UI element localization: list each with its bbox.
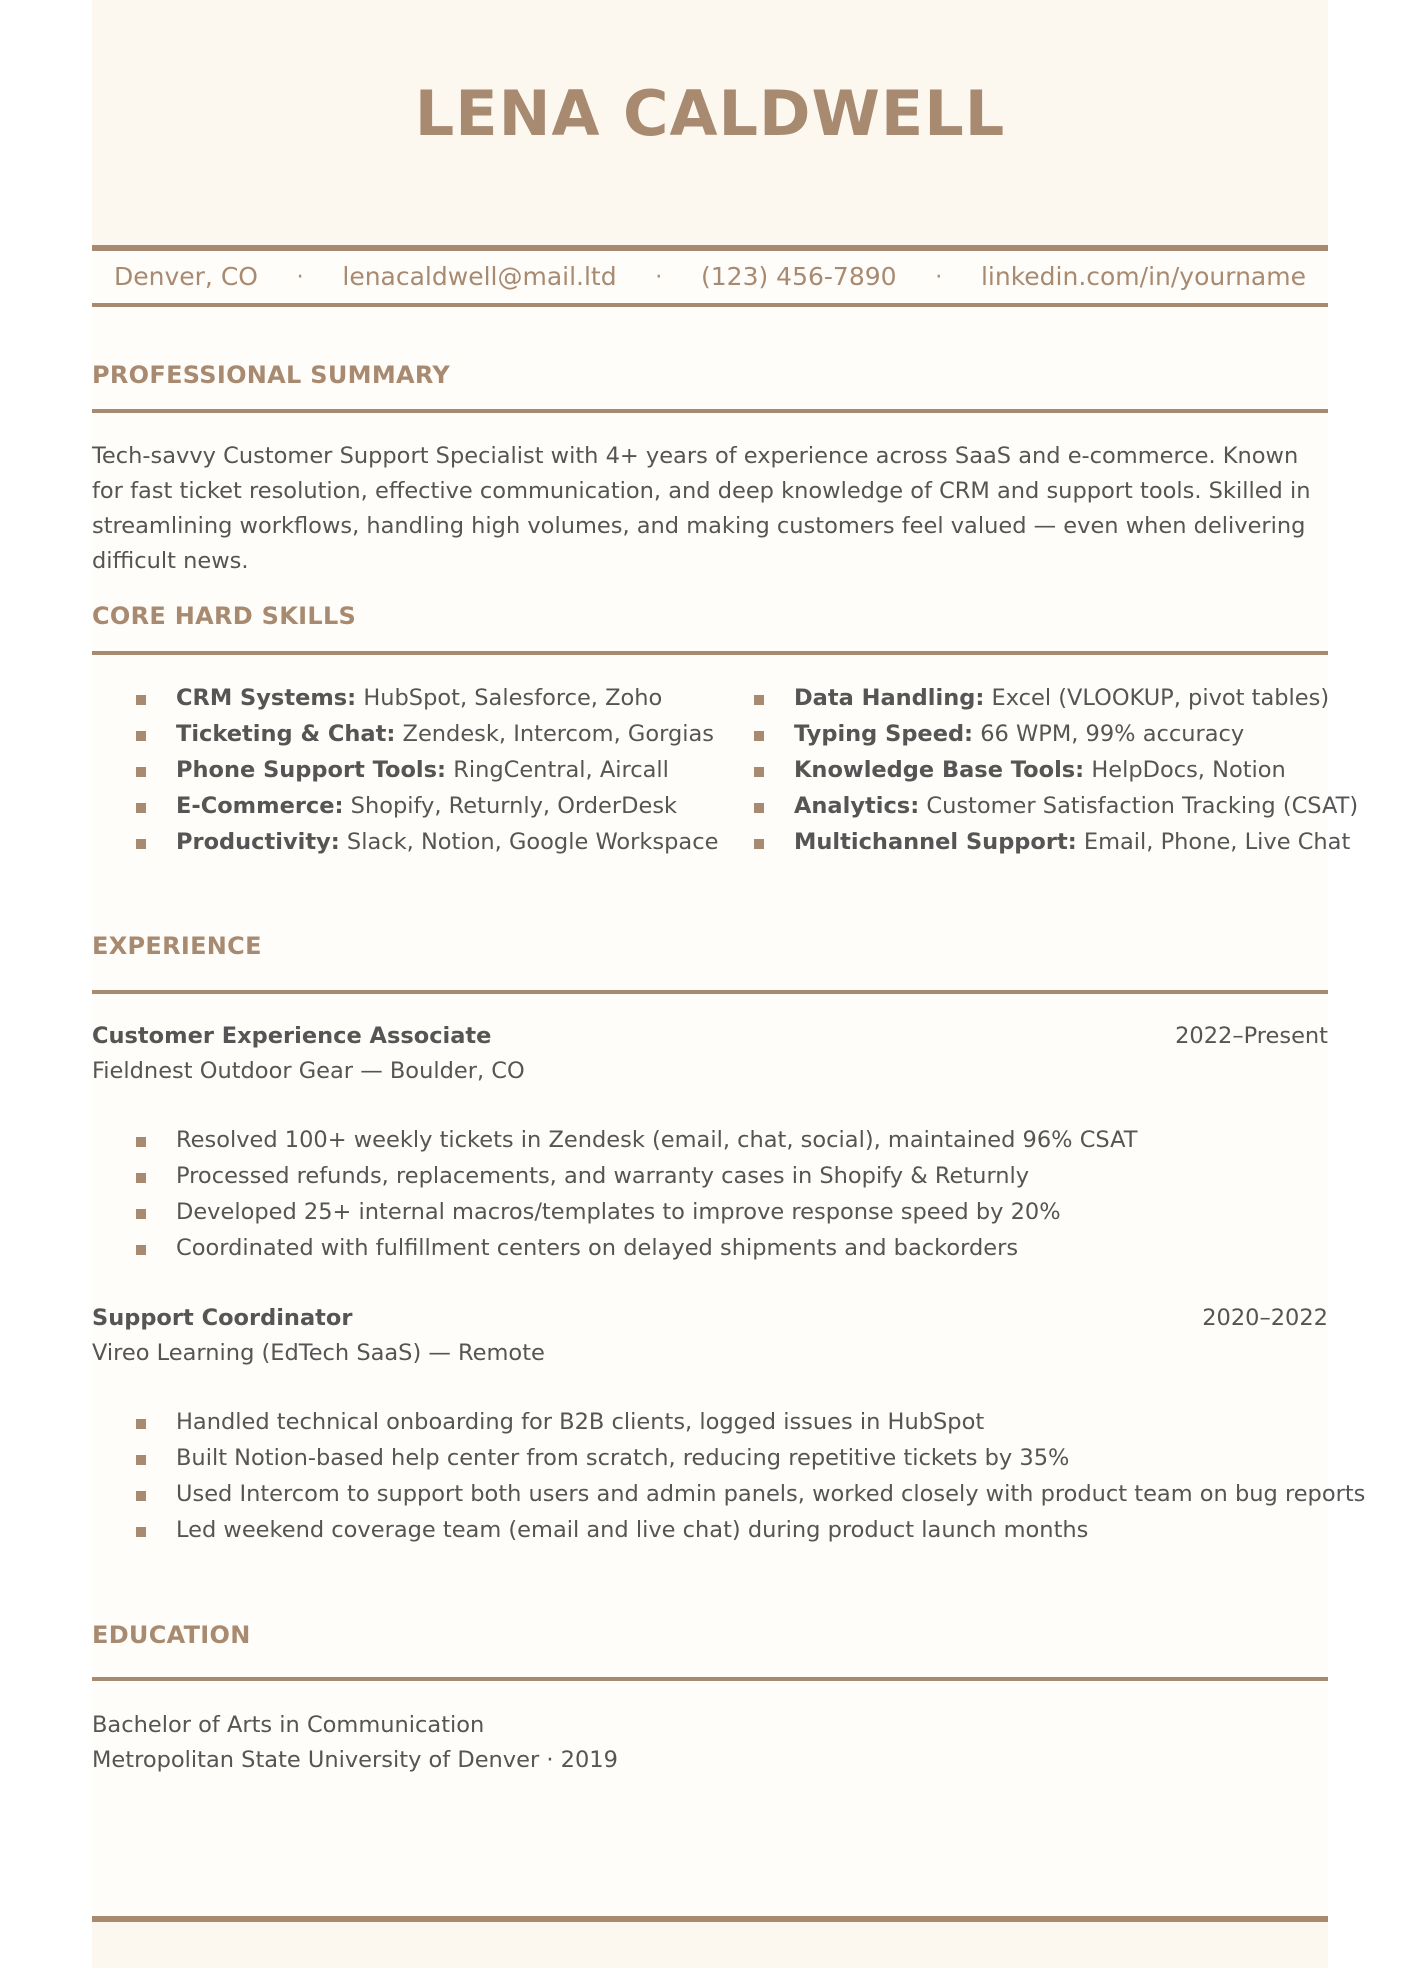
contact-separator: · <box>655 264 663 290</box>
job-bullet <box>92 1194 1328 1230</box>
contact-location: Denver, CO <box>114 262 258 291</box>
bullet-square-icon <box>754 767 764 777</box>
section-divider <box>92 651 1328 655</box>
job-company: Vireo Learning (EdTech SaaS) — Remote <box>92 1340 545 1366</box>
job-bullet-text: Led weekend coverage team (email and live chat) during product launch months <box>176 1517 1089 1543</box>
bullet-square-icon <box>136 839 146 849</box>
job-bullet-text: Used Intercom to support both users and admin panels, worked closely with product team on bug reports <box>176 1481 1366 1507</box>
skill-value: Slack, Notion, Google Workspace <box>339 829 719 855</box>
contact-separator: · <box>935 264 943 290</box>
bullet-square-icon <box>136 1245 146 1255</box>
job-bullet-text: Resolved 100+ weekly tickets in Zendesk (email, chat, social), maintained 96% CSAT <box>176 1127 1138 1153</box>
skill-item <box>92 788 702 824</box>
bullet-square-icon <box>136 1137 146 1147</box>
bullet-square-icon <box>754 695 764 705</box>
skill-value: 66 WPM, 99% accuracy <box>973 721 1245 747</box>
summary-heading: PROFESSIONAL SUMMARY <box>92 361 451 389</box>
header-band <box>92 0 1328 246</box>
skill-label: CRM Systems: <box>176 685 357 711</box>
resume-page <box>92 0 1366 1968</box>
skill-label: Knowledge Base Tools: <box>794 757 1085 783</box>
skill-item <box>710 752 1328 788</box>
education-degree: Bachelor of Arts in Communication <box>92 1712 485 1738</box>
skill-label: Ticketing & Chat: <box>176 721 396 747</box>
job-dates: 2020–2022 <box>1202 1305 1328 1331</box>
skill-item <box>710 788 1359 824</box>
education-school: Metropolitan State University of Denver · 2019 <box>92 1747 618 1773</box>
contact-linkedin[interactable]: linkedin.com/in/yourname <box>980 262 1306 291</box>
experience-heading: EXPERIENCE <box>92 932 262 960</box>
bullet-square-icon <box>136 767 146 777</box>
section-divider <box>92 1677 1328 1681</box>
education-heading: EDUCATION <box>92 1621 251 1649</box>
bullet-square-icon <box>136 731 146 741</box>
job-bullet <box>92 1440 1328 1476</box>
contact-bar <box>92 245 1328 307</box>
footer-band <box>92 1922 1328 1968</box>
job-bullet <box>92 1158 1328 1194</box>
skill-label: Productivity: <box>176 829 340 855</box>
skill-item <box>92 716 715 752</box>
bullet-square-icon <box>136 1209 146 1219</box>
skill-value: Shopify, Returnly, OrderDesk <box>343 793 678 819</box>
job-bullet <box>92 1476 1366 1512</box>
section-divider <box>92 409 1328 413</box>
job-bullets <box>92 1122 1328 1266</box>
skill-item <box>92 824 719 860</box>
section-divider <box>92 990 1328 994</box>
job-bullet-text: Developed 25+ internal macros/templates to improve response speed by 20% <box>176 1199 1061 1225</box>
skill-label: Analytics: <box>794 793 920 819</box>
skill-item <box>92 752 702 788</box>
skill-value: HubSpot, Salesforce, Zoho <box>356 685 663 711</box>
job-bullets <box>92 1404 1366 1548</box>
skill-item <box>710 824 1351 860</box>
skill-item <box>710 716 1328 752</box>
skill-value: HelpDocs, Notion <box>1084 757 1286 783</box>
bullet-square-icon <box>136 695 146 705</box>
job-bullet-text: Coordinated with fulfillment centers on delayed shipments and backorders <box>176 1235 1019 1261</box>
bullet-square-icon <box>754 839 764 849</box>
contact-email[interactable]: lenacaldwell@mail.ltd <box>342 262 617 291</box>
skill-label: Multichannel Support: <box>794 829 1077 855</box>
skill-value: RingCentral, Aircall <box>446 757 669 783</box>
bullet-square-icon <box>136 1491 146 1501</box>
skill-value: Email, Phone, Live Chat <box>1076 829 1351 855</box>
job-bullet <box>92 1512 1328 1548</box>
skill-label: Phone Support Tools: <box>176 757 447 783</box>
skill-item <box>92 680 702 716</box>
candidate-name: LENA CALDWELL <box>414 77 1006 150</box>
skills-heading: CORE HARD SKILLS <box>92 602 357 630</box>
bullet-square-icon <box>754 803 764 813</box>
bullet-square-icon <box>136 1173 146 1183</box>
skill-value: Zendesk, Intercom, Gorgias <box>395 721 715 747</box>
job-title: Support Coordinator <box>92 1305 353 1331</box>
bullet-square-icon <box>136 1419 146 1429</box>
skill-value: Customer Satisfaction Tracking (CSAT) <box>919 793 1359 819</box>
bullet-square-icon <box>136 803 146 813</box>
job-bullet-text: Built Notion-based help center from scratch, reducing repetitive tickets by 35% <box>176 1445 1070 1471</box>
job-bullet <box>92 1404 1328 1440</box>
contact-separator: · <box>296 264 304 290</box>
job-bullet-text: Processed refunds, replacements, and warranty cases in Shopify & Returnly <box>176 1163 1030 1189</box>
skill-item <box>710 680 1328 716</box>
skill-label: Data Handling: <box>794 685 985 711</box>
skill-label: Typing Speed: <box>794 721 974 747</box>
bullet-square-icon <box>136 1455 146 1465</box>
bullet-square-icon <box>136 1527 146 1537</box>
job-dates: 2022–Present <box>1175 1023 1328 1049</box>
job-title: Customer Experience Associate <box>92 1023 492 1049</box>
job-bullet <box>92 1122 1328 1158</box>
skill-label: E-Commerce: <box>176 793 344 819</box>
skills-list-left <box>92 680 719 860</box>
job-bullet <box>92 1230 1328 1266</box>
job-company: Fieldnest Outdoor Gear — Boulder, CO <box>92 1058 525 1084</box>
skill-value: Excel (VLOOKUP, pivot tables) <box>984 685 1330 711</box>
summary-text: Tech-savvy Customer Support Specialist with 4+ years of experience across SaaS and e-commerce. Known for fast ticket resolution, effective communication, and deep knowledge of CRM and support tools. Skilled in streamlining workflows, handling high volumes, and making customers feel valued — even when delivering difficult news. <box>92 443 1311 574</box>
skills-list-right <box>710 680 1359 860</box>
job-bullet-text: Handled technical onboarding for B2B clients, logged issues in HubSpot <box>176 1409 985 1435</box>
bullet-square-icon <box>754 731 764 741</box>
contact-phone[interactable]: (123) 456-7890 <box>701 262 897 291</box>
